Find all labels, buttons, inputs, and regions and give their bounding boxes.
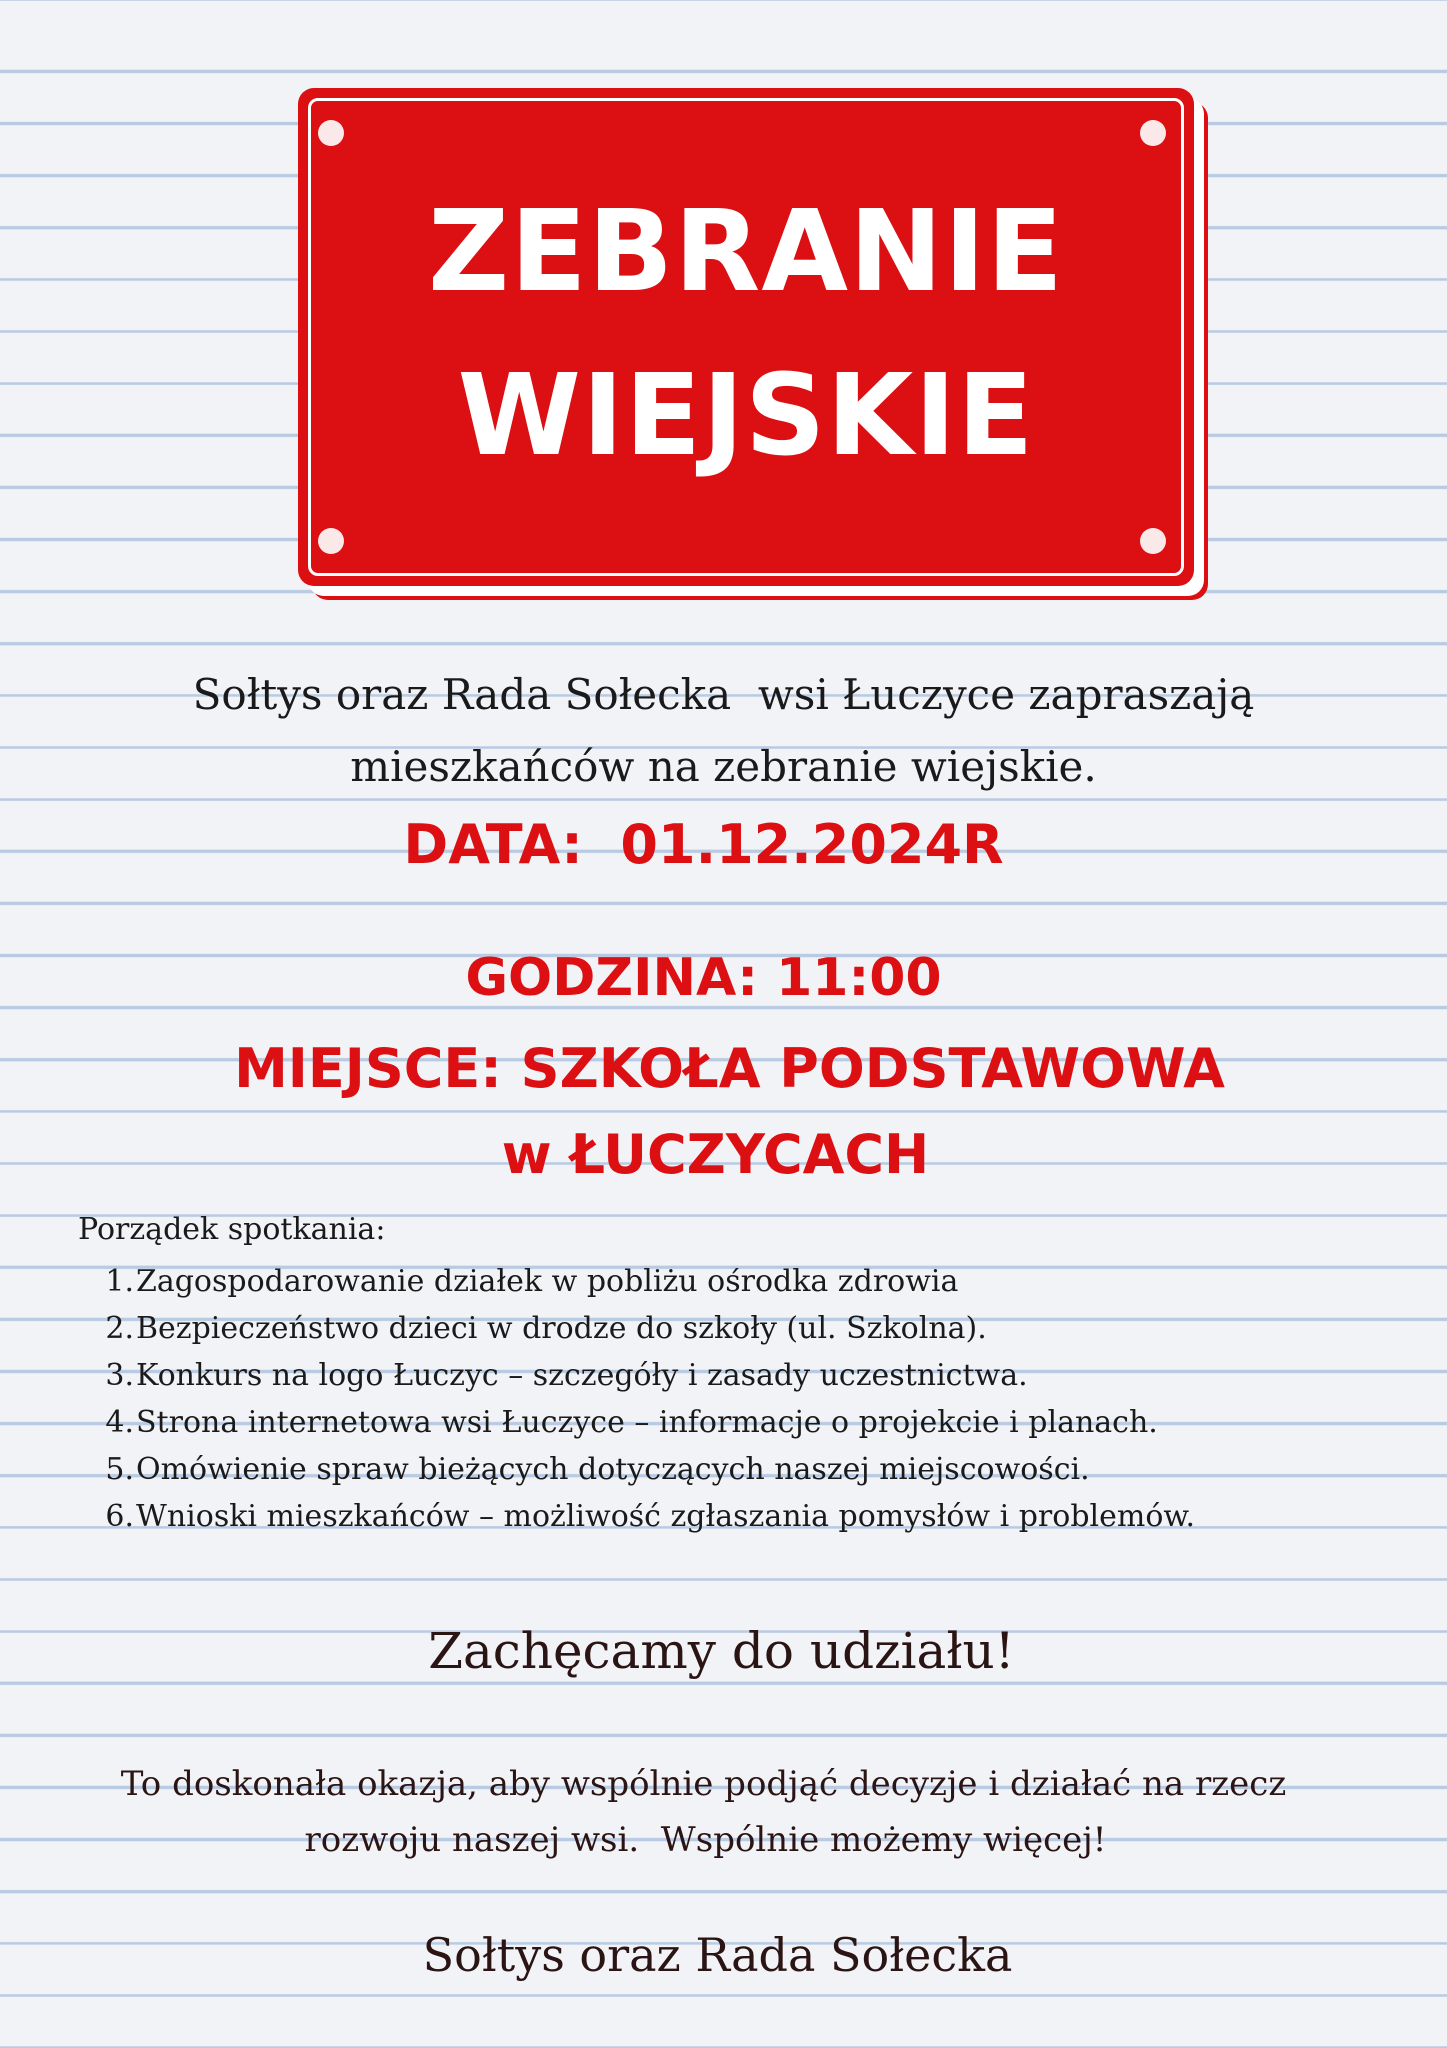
agenda-item (98, 1399, 1398, 1446)
agenda-item (98, 1258, 1398, 1305)
sign-title-line-2: WIEJSKIE (457, 351, 1035, 481)
call-to-action: Zachęcamy do udziału! (428, 1622, 1015, 1680)
agenda-item-number: 5. (105, 1452, 134, 1487)
meeting-place-line-2: w ŁUCZYCACH (501, 1123, 930, 1186)
meeting-date: DATA: 01.12.2024R (403, 813, 1004, 876)
sign-inner-border (308, 98, 1184, 576)
agenda-list (98, 1258, 1398, 1540)
sign-title-line-1: ZEBRANIE (428, 187, 1064, 317)
agenda-item-text: Konkurs na logo Łuczyc – szczegóły i zasady uczestnictwa. (136, 1358, 1028, 1393)
agenda-item-number: 2. (105, 1311, 134, 1346)
agenda-item-text: Zagospodarowanie działek w pobliżu ośrodka zdrowia (136, 1264, 959, 1299)
title-sign (298, 88, 1194, 586)
invitation-line-1: Sołtys oraz Rada Sołecka wsi Łuczyce zapraszają (192, 670, 1255, 719)
agenda-item (98, 1493, 1398, 1540)
invitation-line-2: mieszkańców na zebranie wiejskie. (350, 742, 1097, 791)
agenda-item-number: 4. (105, 1405, 134, 1440)
agenda-item-text: Strona internetowa wsi Łuczyce – informacje o projekcie i planach. (136, 1405, 1158, 1440)
agenda-item (98, 1305, 1398, 1352)
agenda-item-number: 3. (105, 1358, 134, 1393)
agenda-title: Porządek spotkania: (78, 1212, 386, 1247)
signature: Sołtys oraz Rada Sołecka (422, 1928, 1013, 1982)
agenda-item (98, 1352, 1398, 1399)
meeting-time: GODZINA: 11:00 (465, 948, 942, 1008)
agenda-item-text: Bezpieczeństwo dzieci w drodze do szkoły (ul. Szkolna). (136, 1311, 987, 1346)
screw-icon (318, 528, 344, 554)
agenda-item-number: 1. (105, 1264, 134, 1299)
agenda-item-text: Wnioski mieszkańców – możliwość zgłaszania pomysłów i problemów. (136, 1499, 1196, 1534)
screw-icon (1140, 528, 1166, 554)
agenda-item (98, 1446, 1398, 1493)
screw-icon (318, 120, 344, 146)
agenda-item-number: 6. (105, 1499, 134, 1534)
screw-icon (1140, 120, 1166, 146)
meeting-place-line-1: MIEJSCE: SZKOŁA PODSTAWOWA (234, 1037, 1225, 1100)
agenda-item-text: Omówienie spraw bieżących dotyczących naszej miejscowości. (136, 1452, 1090, 1487)
closing-line-2: rozwoju naszej wsi. Wspólnie możemy więcej! (304, 1820, 1107, 1860)
closing-line-1: To doskonała okazja, aby wspólnie podjąć decyzje i działać na rzecz (120, 1764, 1287, 1804)
